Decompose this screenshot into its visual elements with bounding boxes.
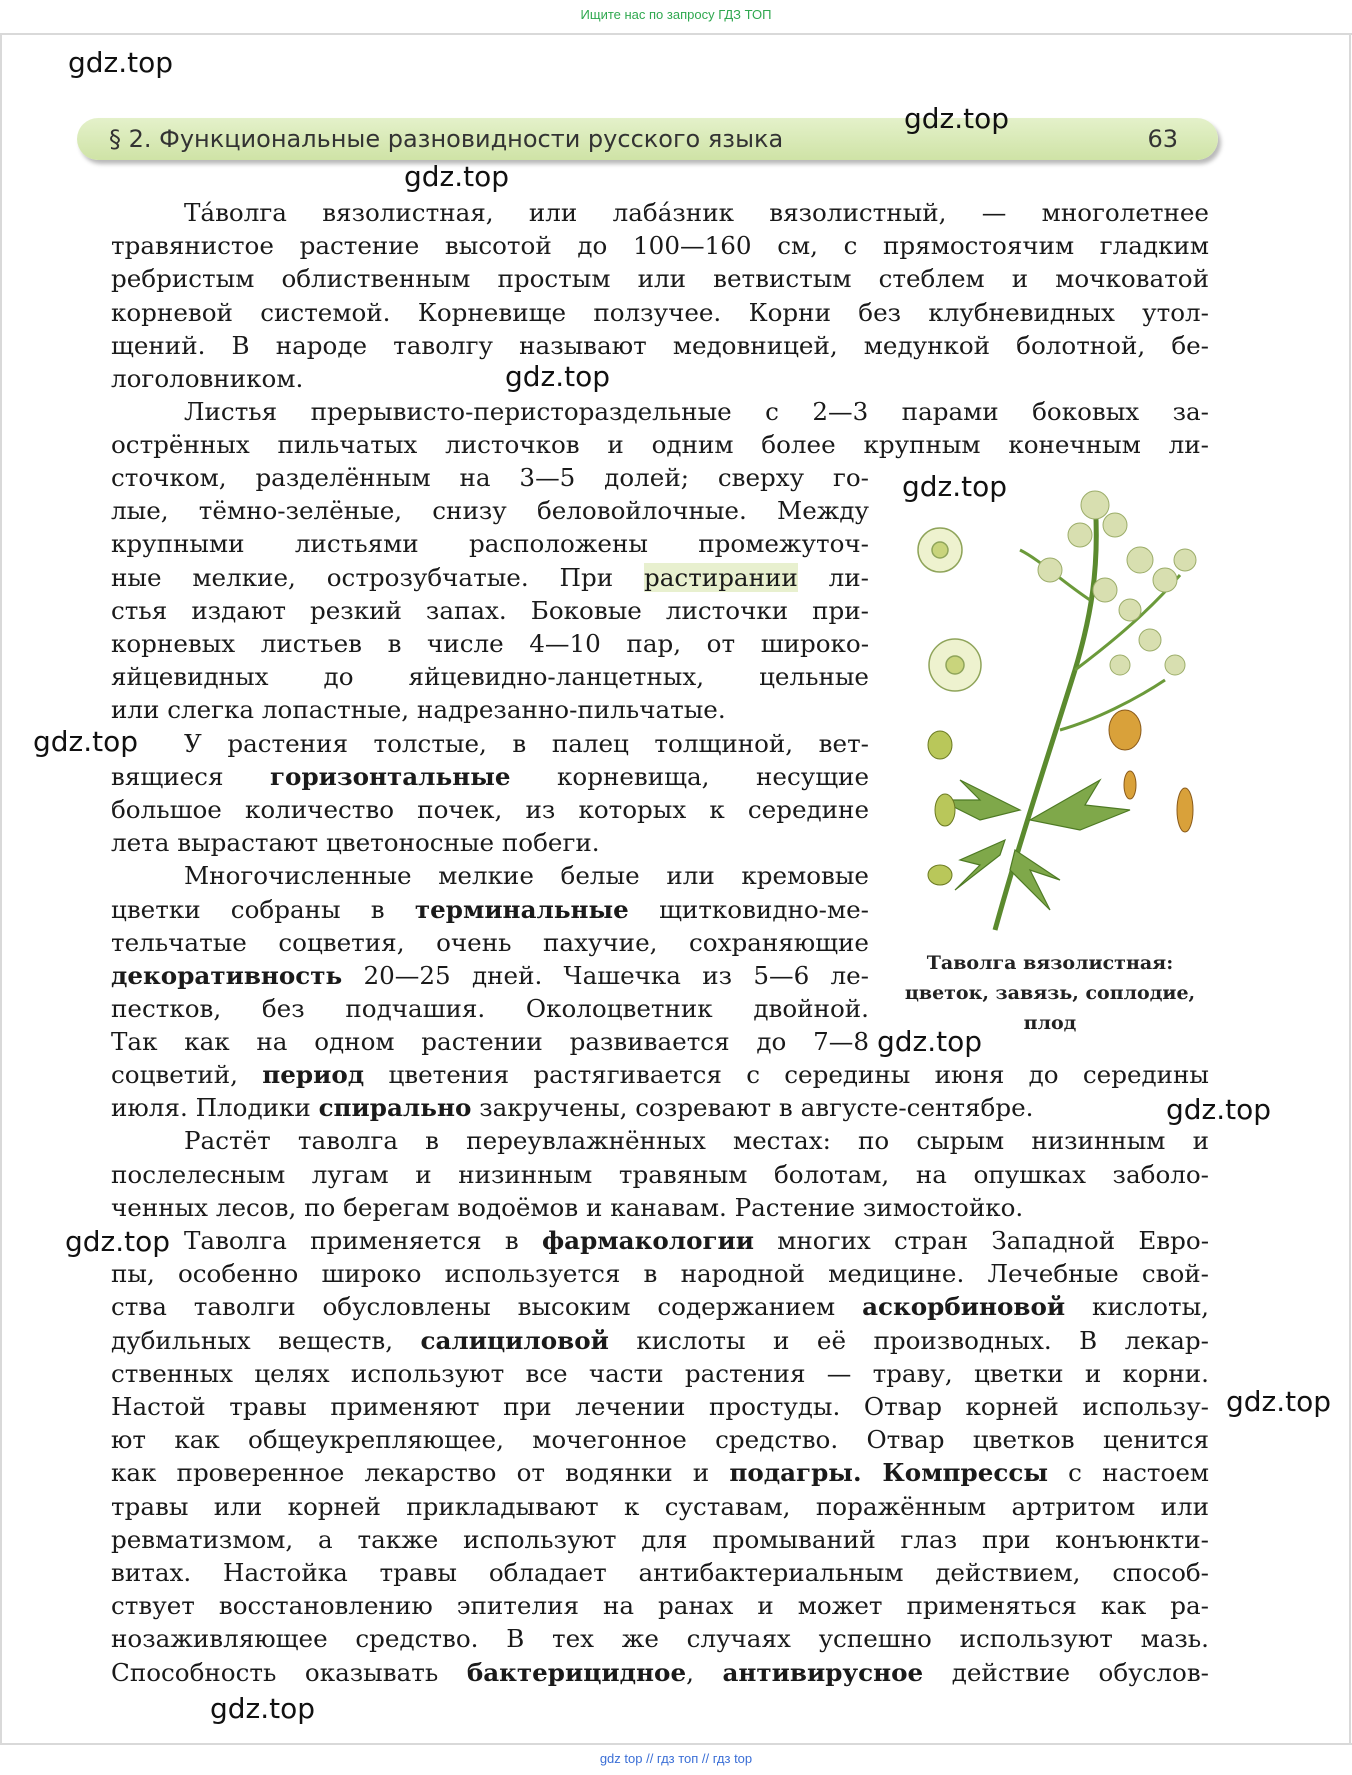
text-line: дубильных веществ, салициловой кислоты и её производных. В лекар- [111,1325,1209,1355]
text-line: соцветий, период цветения растягивается с середины июня до середины [111,1060,1209,1089]
text-line: тельчатые соцветия, очень пахучие, сохраняющие [111,927,869,957]
text-line: яйцевидных до яйцевидно-ланцетных, цельные [111,662,869,692]
bottom-divider [0,1743,1352,1745]
text-line: витах. Настойка травы обладает антибактериальным действием, способ- [111,1558,1209,1588]
text-line: как проверенное лекарство от водянки и подагры. Компрессы с настоем [111,1458,1209,1488]
paragraph-1 [111,196,1209,395]
text-line: лые, тёмно-зелёные, снизу беловойлочные. Между [111,496,869,526]
text-line: травы или корней прикладывают к суставам, поражённым артритом или [111,1491,1209,1521]
text-line: июля. Плодики спирально закручены, созревают в августе-сентябре. [111,1093,1034,1123]
text-line: Настой травы применяют при лечении простуды. Отвар корней использу- [111,1392,1209,1422]
text-line: декоративность 20—25 дней. Чашечка из 5—6 ле- [111,961,869,991]
text-line: логоловником. [111,364,304,394]
left-border [0,33,2,1743]
text-line: острённых пильчатых листочков и одним более крупным конечным ли- [111,430,1209,460]
watermark: gdz.top [33,725,139,758]
watermark: gdz.top [877,1025,983,1058]
watermark: gdz.top [1226,1385,1332,1418]
text-line: ревматизмом, а также используют для промываний глаз при конъюнкти- [111,1524,1209,1554]
text-line: нозаживляющее средство. В тех же случаях успешно используют мазь. [111,1624,1209,1654]
page-number: 63 [1147,125,1178,153]
text-line: цветки собраны в терминальные щитковидно-ме- [111,894,869,924]
top-divider [0,33,1352,35]
text-line: большое количество почек, из которых к середине [111,795,869,825]
text-line: ют как общеукрепляющее, мочегонное средство. Отвар цветков ценится [111,1425,1209,1455]
watermark: gdz.top [902,470,1008,503]
text-line: Таволга применяется в фармакологии многих стран Западной Евро- [184,1226,1210,1256]
text-line: ченных лесов, по берегам водоёмов и канавам. Растение зимостойко. [111,1192,1024,1222]
text-line: Листья прерывисто-перистораздельные с 2—3 парами боковых за- [184,397,1209,426]
highlighted-word: растирании [644,562,798,592]
text-line: крупными листьями расположены промежуточ- [111,529,869,559]
text-line: Так как на одном растении развивается до 7—8 [111,1027,869,1057]
watermark: gdz.top [68,46,174,79]
meadowsweet-illustration [900,480,1220,940]
section-title: § 2. Функциональные разновидности русского языка [109,125,784,153]
text-line: пестков, без подчашия. Околоцветник двойной. [111,994,869,1024]
right-border [1349,33,1351,1743]
text-line: лета вырастают цветоносные побеги. [111,828,600,858]
paragraph-2-full [111,395,1209,461]
watermark: gdz.top [404,160,510,193]
caption-line: цветок, завязь, соплодие, [904,982,1196,1004]
caption-line: Таволга вязолистная: [926,952,1174,974]
text-line: щений. В народе таволгу называют медовницей, медункой болотной, бе- [111,330,1209,360]
text-line: пы, особенно широко используется в народной медицине. Лечебные свой- [111,1259,1209,1289]
text-line: ные мелкие, острозубчатые. При растирании ли- [111,562,869,592]
text-line: ствует восстановлению эпителия на ранах и может применяться как ра- [111,1591,1209,1621]
text-line: сточком, разделённым на 3—5 долей; сверху го- [111,463,869,492]
text-line: корневых листьев в числе 4—10 пар, от широко- [111,629,869,659]
watermark: gdz.top [904,102,1010,135]
caption-line: плод [1023,1012,1077,1034]
text-line: ственных целях используют все части растения — траву, цветки и корни. [111,1358,1209,1388]
paragraph-2-narrow [111,461,869,1059]
text-line: У растения толстые, в палец толщиной, вет- [184,728,869,758]
text-line: Многочисленные мелкие белые или кремовые [184,861,869,891]
text-line: стья издают резкий запах. Боковые листочки при- [111,595,869,625]
watermark: gdz.top [1166,1093,1272,1126]
text-line: вящиеся горизонтальные корневища, несущие [111,761,869,791]
text-line: послелесным лугам и низинным травяным болотам, на опушках заболо- [111,1159,1209,1189]
text-line: корневой системой. Корневище ползучее. Корни без клубневидных утол- [111,297,1209,327]
top-banner[interactable]: Ищите нас по запросу ГДЗ ТОП [580,7,772,22]
watermark: gdz.top [505,360,611,393]
bottom-banner[interactable]: gdz top // гдз топ // гдз top [599,1751,753,1766]
text-line: Способность оказывать бактерицидное, антивирусное действие обуслов- [111,1657,1209,1687]
text-line: ства таволги обусловлены высоким содержанием аскорбиновой кислоты, [111,1292,1209,1322]
text-line: Растёт таволга в переувлажнённых местах: по сырым низинным и [184,1126,1209,1156]
text-line: ребристым облиственным простым или ветвистым стеблем и мочковатой [111,264,1209,294]
text-line: Та́волга вязолистная, или лаба́зник вязолистный, — многолетнее [184,198,1209,227]
watermark: gdz.top [65,1225,171,1258]
section-header [77,118,1218,160]
text-line: травянистое растение высотой до 100—160 см, с прямостоячим гладким [111,231,1209,261]
paragraph-4-full [111,1058,1209,1689]
watermark: gdz.top [210,1692,316,1725]
text-line: или слегка лопастные, надрезанно-пильчатые. [111,695,726,725]
